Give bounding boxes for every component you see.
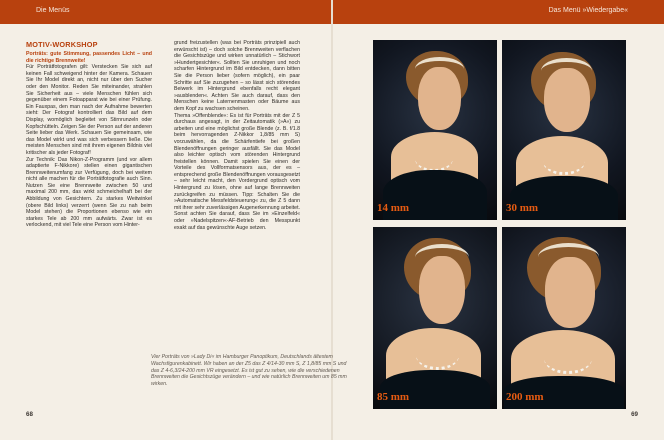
body-paragraph: Zur Technik: Das Nikon-Z-Programm (und vor allem adaptierte F-Nikkore) stellen einen gigantischen Brennweitenumfang zur Verfügung, doch bei weitem nicht alle machen für die Porträtfotografie auch Sinn. Nutzen Sie eine Brennweite zwischen 50 und maximal 200 mm, das wirkt schmeichelhaft bei der Abbildung von Gesichtern. Zu starkes Weitwinkel (obere Bild links) verzerrt (wenn Sie zu nah beim Model stehen) die Proportionen ebenso wie ein starkes Tele ab 200 mm aufwärts. Zwar ist es verlockend, mit viel Tele eine Person vom Hinter-: [26, 156, 152, 229]
body-paragraph: grund freizustellen (was bei Porträts prinzipiell auch erwünscht ist) – doch solche Brennweiten verflachen die Gesichtszüge und wirken unnatürlich – Stichwort »Hundertgesichter«. Sollten Sie unruhigen und noch scharfen Hintergrund im Bild entdecken, dann bitten Sie die Person lieber (sofern möglich), ein paar Schritte auf Sie zuzugehen – so lässt sich störendes Beiwerk im Hintergrund ebenfalls recht elegant »ausblenden«. Achten Sie auch darauf, dass den Menschen keine Laternenmasten oder Bäume aus dem Kopf zu wachsen scheinen.: [174, 40, 300, 112]
body-paragraph: Thema »Offenblende«: Es ist für Porträts mit der Z 5 durchaus angesagt, in der Zeitautomatik (»A«) zu arbeiten und eine möglichst große Blende (z. B. f/1.8 beim hervorragenden Z-Nikkor 1,8/85 mm S) vorzuwählen, da die Schärfentiefe bei großen Blendenöffnungen geringer ausfällt. Sie das Model also leichter optisch vom störenden Hintergrund freistellen können. Damit spielen Sie einen der Vorteile des Vollformatsensors aus, der es – entsprechend große Blendenöffnungen vorausgesetzt – sehr leicht macht, den Vordergrund optisch vom Hintergrund zu lösen, ohne auf lange Brennweiten zurückgreifen zu müssen. Tipp: Schalten Sie die »Automatische Messfeldsteuerung« zu, die Z 5 dann mit ihrer sehr zuverlässigen Augenerkennung arbeitet. Sonst achten Sie darauf, dass Sie im »Einzelfeld« oder »Nadelspitzen«-AF-Betrieb den Messpunkt exakt auf das gewünschte Auge setzen.: [174, 112, 300, 231]
body-paragraph: Für Porträtfotografen gilt: Verstecken Sie sich auf keinen Fall schweigend hinter der Kamera. Schauen Sie Ihr Model direkt an, nicht nur über den Sucher oder den Monitor. Reden Sie miteinander, strahlen Sie Sicherheit aus – viele Menschen fühlen sich gegenüber einem Fotoapparat wie bei einer Prüfung. Ein Fauxpas, den man nach der Aufnahme bewerten sieht: Der Fotograf kontrolliert das Bild auf dem Display, womöglich begleitet von Stirnrunzeln oder Kopfschütteln. Zeigen Sie der Person auf der anderen Seite lieber das Werk. Schauen Sie gemeinsam, wie das Model wirkt und was sich verbessern ließe. Die meisten Menschen sind mit ihrem eigenen Bildnis viel kritischer als jeder Fotograf!: [26, 64, 152, 156]
portrait-photo-14mm: [373, 40, 497, 220]
page-number-left: 68: [26, 411, 33, 418]
right-header-title: Das Menü »Wiedergabe«: [548, 7, 628, 14]
photo-label: 14 mm: [377, 202, 410, 214]
page-number-right: 69: [631, 411, 638, 418]
portrait-photo-30mm: [502, 40, 626, 220]
portrait-photo-85mm: [373, 227, 497, 409]
photo-label: 30 mm: [506, 202, 539, 214]
text-column-right: [174, 40, 300, 231]
lead-paragraph: Porträts: gute Stimmung, passendes Licht – und die richtige Brennweite!: [26, 51, 152, 64]
text-column-left: [26, 51, 152, 229]
photo-caption: Vier Porträts von »Lady Di« im Hamburger Panoptikum, Deutschlands ältestem Wachsfigurenkabinett. Wir haben an der Z5 das Z 4/14-30 mm S, Z 1,8/85 mm S und das Z 4-6,3/24-200 mm VR eingesetzt. Es ist gut zu sehen, wie die verschiedenen Brennweiten die Gesichtszüge verändern – und wie natürlich Brennweiten um 85 mm wirken.: [151, 354, 347, 388]
section-title: MOTIV-WORKSHOP: [26, 40, 98, 49]
left-header-title: Die Menüs: [36, 7, 70, 14]
photo-label: 200 mm: [506, 391, 544, 403]
portrait-photo-200mm: [502, 227, 626, 409]
photo-label: 85 mm: [377, 391, 410, 403]
